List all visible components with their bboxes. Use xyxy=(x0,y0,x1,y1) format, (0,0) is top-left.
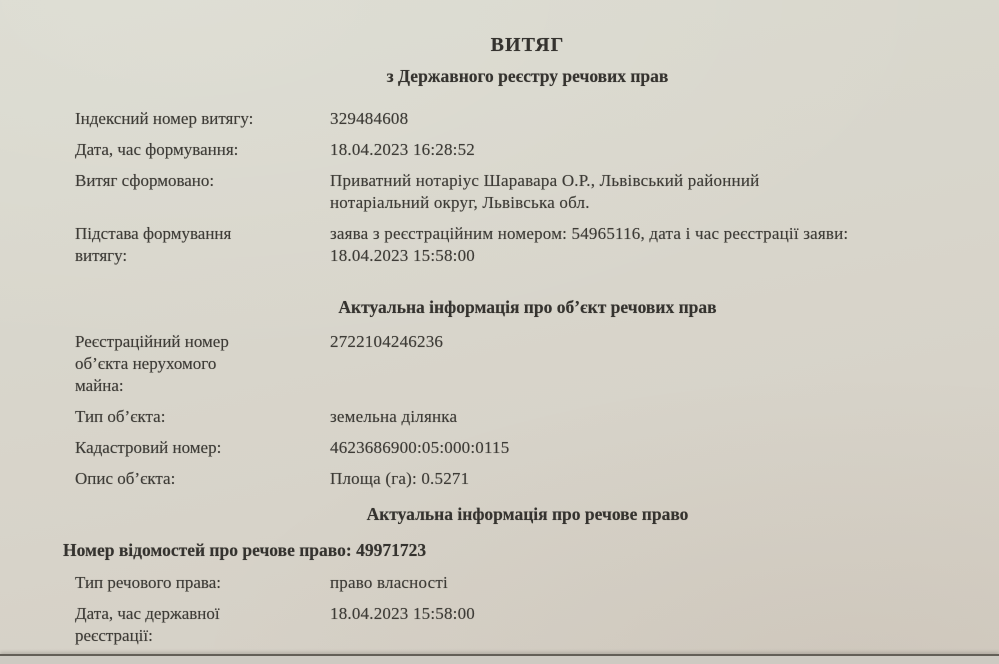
field-label: Дата, час формування: xyxy=(75,140,239,159)
field-label: Тип речового права: xyxy=(75,573,222,592)
object-fields xyxy=(75,331,999,490)
right-fields xyxy=(75,572,999,647)
field-row-right-type xyxy=(75,572,999,594)
field-value: 329484608 xyxy=(330,109,409,128)
field-label: Індексний номер витягу: xyxy=(75,109,254,128)
field-row-formation-datetime xyxy=(75,139,999,161)
section-heading-property-right-info: Актуальна інформація про речове право xyxy=(366,504,689,524)
field-label: Реєстраційний номер об’єкта нерухомого майна: xyxy=(75,332,229,395)
document-content xyxy=(63,34,999,656)
field-row-index-number xyxy=(75,108,999,130)
field-label: Кадастровий номер: xyxy=(75,438,222,457)
field-row-object-type xyxy=(75,406,999,428)
field-row-cadastral-number xyxy=(75,437,999,459)
field-label: Дата, час державної реєстрації: xyxy=(75,604,220,645)
field-value: 18.04.2023 16:28:52 xyxy=(330,140,475,159)
field-value: 18.04.2023 15:58:00 xyxy=(330,604,475,623)
document-subtitle: з Державного реєстру речових прав xyxy=(386,66,669,86)
property-right-record-number: Номер відомостей про речове право: 49971723 xyxy=(63,540,427,560)
field-row-object-description xyxy=(75,468,999,490)
field-row-registration-number xyxy=(75,331,999,397)
field-label: Тип об’єкта: xyxy=(75,407,166,426)
field-label: Підстава формування витягу: xyxy=(75,224,232,265)
header-fields xyxy=(75,108,999,267)
field-row-formed-by xyxy=(75,170,999,214)
field-row-formation-basis xyxy=(75,223,999,267)
paper-bottom-edge xyxy=(0,654,999,664)
field-row-state-registration-datetime xyxy=(75,603,999,647)
field-label: Опис об’єкта: xyxy=(75,469,176,488)
document-title: ВИТЯГ xyxy=(490,34,565,56)
field-value: 2722104246236 xyxy=(330,332,444,351)
field-value: Приватний нотаріус Шаравара О.Р., Львівський районний нотаріальний округ, Львівська обл. xyxy=(330,171,760,212)
field-value: земельна ділянка xyxy=(330,407,458,426)
field-value: 4623686900:05:000:0115 xyxy=(330,438,510,457)
field-label: Витяг сформовано: xyxy=(75,171,215,190)
field-value: заява з реєстраційним номером: 54965116, дата і час реєстрації заяви: 18.04.2023 15:58:00 xyxy=(330,224,849,265)
section-heading-object-info: Актуальна інформація про об’єкт речових прав xyxy=(338,297,717,317)
field-value: право власності xyxy=(330,573,448,592)
field-value: Площа (га): 0.5271 xyxy=(330,469,470,488)
